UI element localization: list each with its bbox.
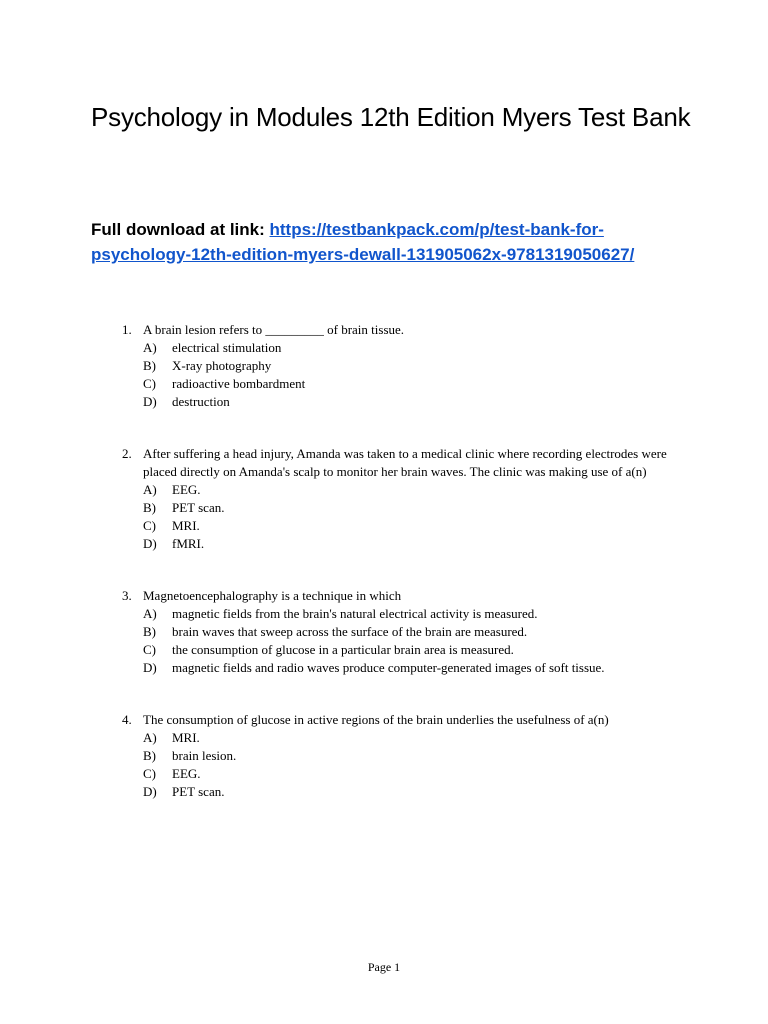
- answer-option: [143, 499, 682, 517]
- document-title: Psychology in Modules 12th Edition Myers Test Bank: [91, 102, 691, 132]
- answer-option: [143, 747, 682, 765]
- download-link-part2: psychology-12th-edition-myers-dewall-131905062x-9781319050627/: [91, 245, 635, 264]
- option-letter: D): [143, 394, 157, 409]
- answer-option: [143, 765, 682, 783]
- answer-option: [143, 605, 682, 623]
- option-text: radioactive bombardment: [172, 376, 306, 391]
- option-letter: D): [143, 536, 157, 551]
- option-letter: B): [143, 624, 156, 639]
- answer-option: [143, 729, 682, 747]
- option-text: brain waves that sweep across the surface of the brain are measured.: [172, 624, 528, 639]
- question-stem: After suffering a head injury, Amanda was taken to a medical clinic where recording electrodes were placed directly on Amanda's scalp to monitor her brain waves. The clinic was making use of a(n): [143, 446, 667, 479]
- option-text: electrical stimulation: [172, 340, 282, 355]
- answer-option: [143, 357, 682, 375]
- question-number: 2.: [122, 446, 132, 461]
- answer-option: [143, 517, 682, 535]
- download-paragraph: [91, 217, 711, 267]
- question-2: [122, 445, 682, 553]
- answer-option: [143, 339, 682, 357]
- question-stem: Magnetoencephalography is a technique in which: [143, 588, 402, 603]
- option-letter: A): [143, 606, 157, 621]
- option-text: the consumption of glucose in a particular brain area is measured.: [172, 642, 514, 657]
- option-text: fMRI.: [172, 536, 205, 551]
- answer-option: [143, 623, 682, 641]
- question-list: [122, 321, 682, 835]
- option-text: MRI.: [172, 518, 200, 533]
- option-letter: A): [143, 730, 157, 745]
- answer-option: [143, 481, 682, 499]
- question-4: [122, 711, 682, 801]
- answer-option: [143, 783, 682, 801]
- option-letter: A): [143, 482, 157, 497]
- option-text: EEG.: [172, 766, 201, 781]
- question-number: 3.: [122, 588, 132, 603]
- question-stem: A brain lesion refers to _________ of brain tissue.: [143, 322, 405, 337]
- option-letter: D): [143, 784, 157, 799]
- option-letter: B): [143, 358, 156, 373]
- option-letter: C): [143, 766, 156, 781]
- option-letter: B): [143, 748, 156, 763]
- option-text: MRI.: [172, 730, 200, 745]
- download-link-part1: https://testbankpack.com/p/test-bank-for-: [269, 220, 604, 239]
- option-text: magnetic fields and radio waves produce computer-generated images of soft tissue.: [172, 660, 605, 675]
- option-letter: A): [143, 340, 157, 355]
- option-text: destruction: [172, 394, 230, 409]
- option-text: X-ray photography: [172, 358, 272, 373]
- option-letter: B): [143, 500, 156, 515]
- option-letter: C): [143, 642, 156, 657]
- question-number: 1.: [122, 322, 132, 337]
- answer-option: [143, 393, 682, 411]
- option-text: brain lesion.: [172, 748, 237, 763]
- page-number: Page 1: [367, 960, 401, 974]
- answer-option: [143, 641, 682, 659]
- question-number: 4.: [122, 712, 132, 727]
- option-letter: C): [143, 518, 156, 533]
- answer-option: [143, 535, 682, 553]
- option-text: magnetic fields from the brain's natural electrical activity is measured.: [172, 606, 538, 621]
- option-text: PET scan.: [172, 500, 225, 515]
- option-letter: D): [143, 660, 157, 675]
- download-label: Full download at link:: [91, 220, 265, 239]
- option-text: PET scan.: [172, 784, 225, 799]
- question-stem: The consumption of glucose in active regions of the brain underlies the usefulness of a(n): [143, 712, 609, 727]
- answer-option: [143, 375, 682, 393]
- question-3: [122, 587, 682, 677]
- answer-option: [143, 659, 682, 677]
- option-text: EEG.: [172, 482, 201, 497]
- option-letter: C): [143, 376, 156, 391]
- question-1: [122, 321, 682, 411]
